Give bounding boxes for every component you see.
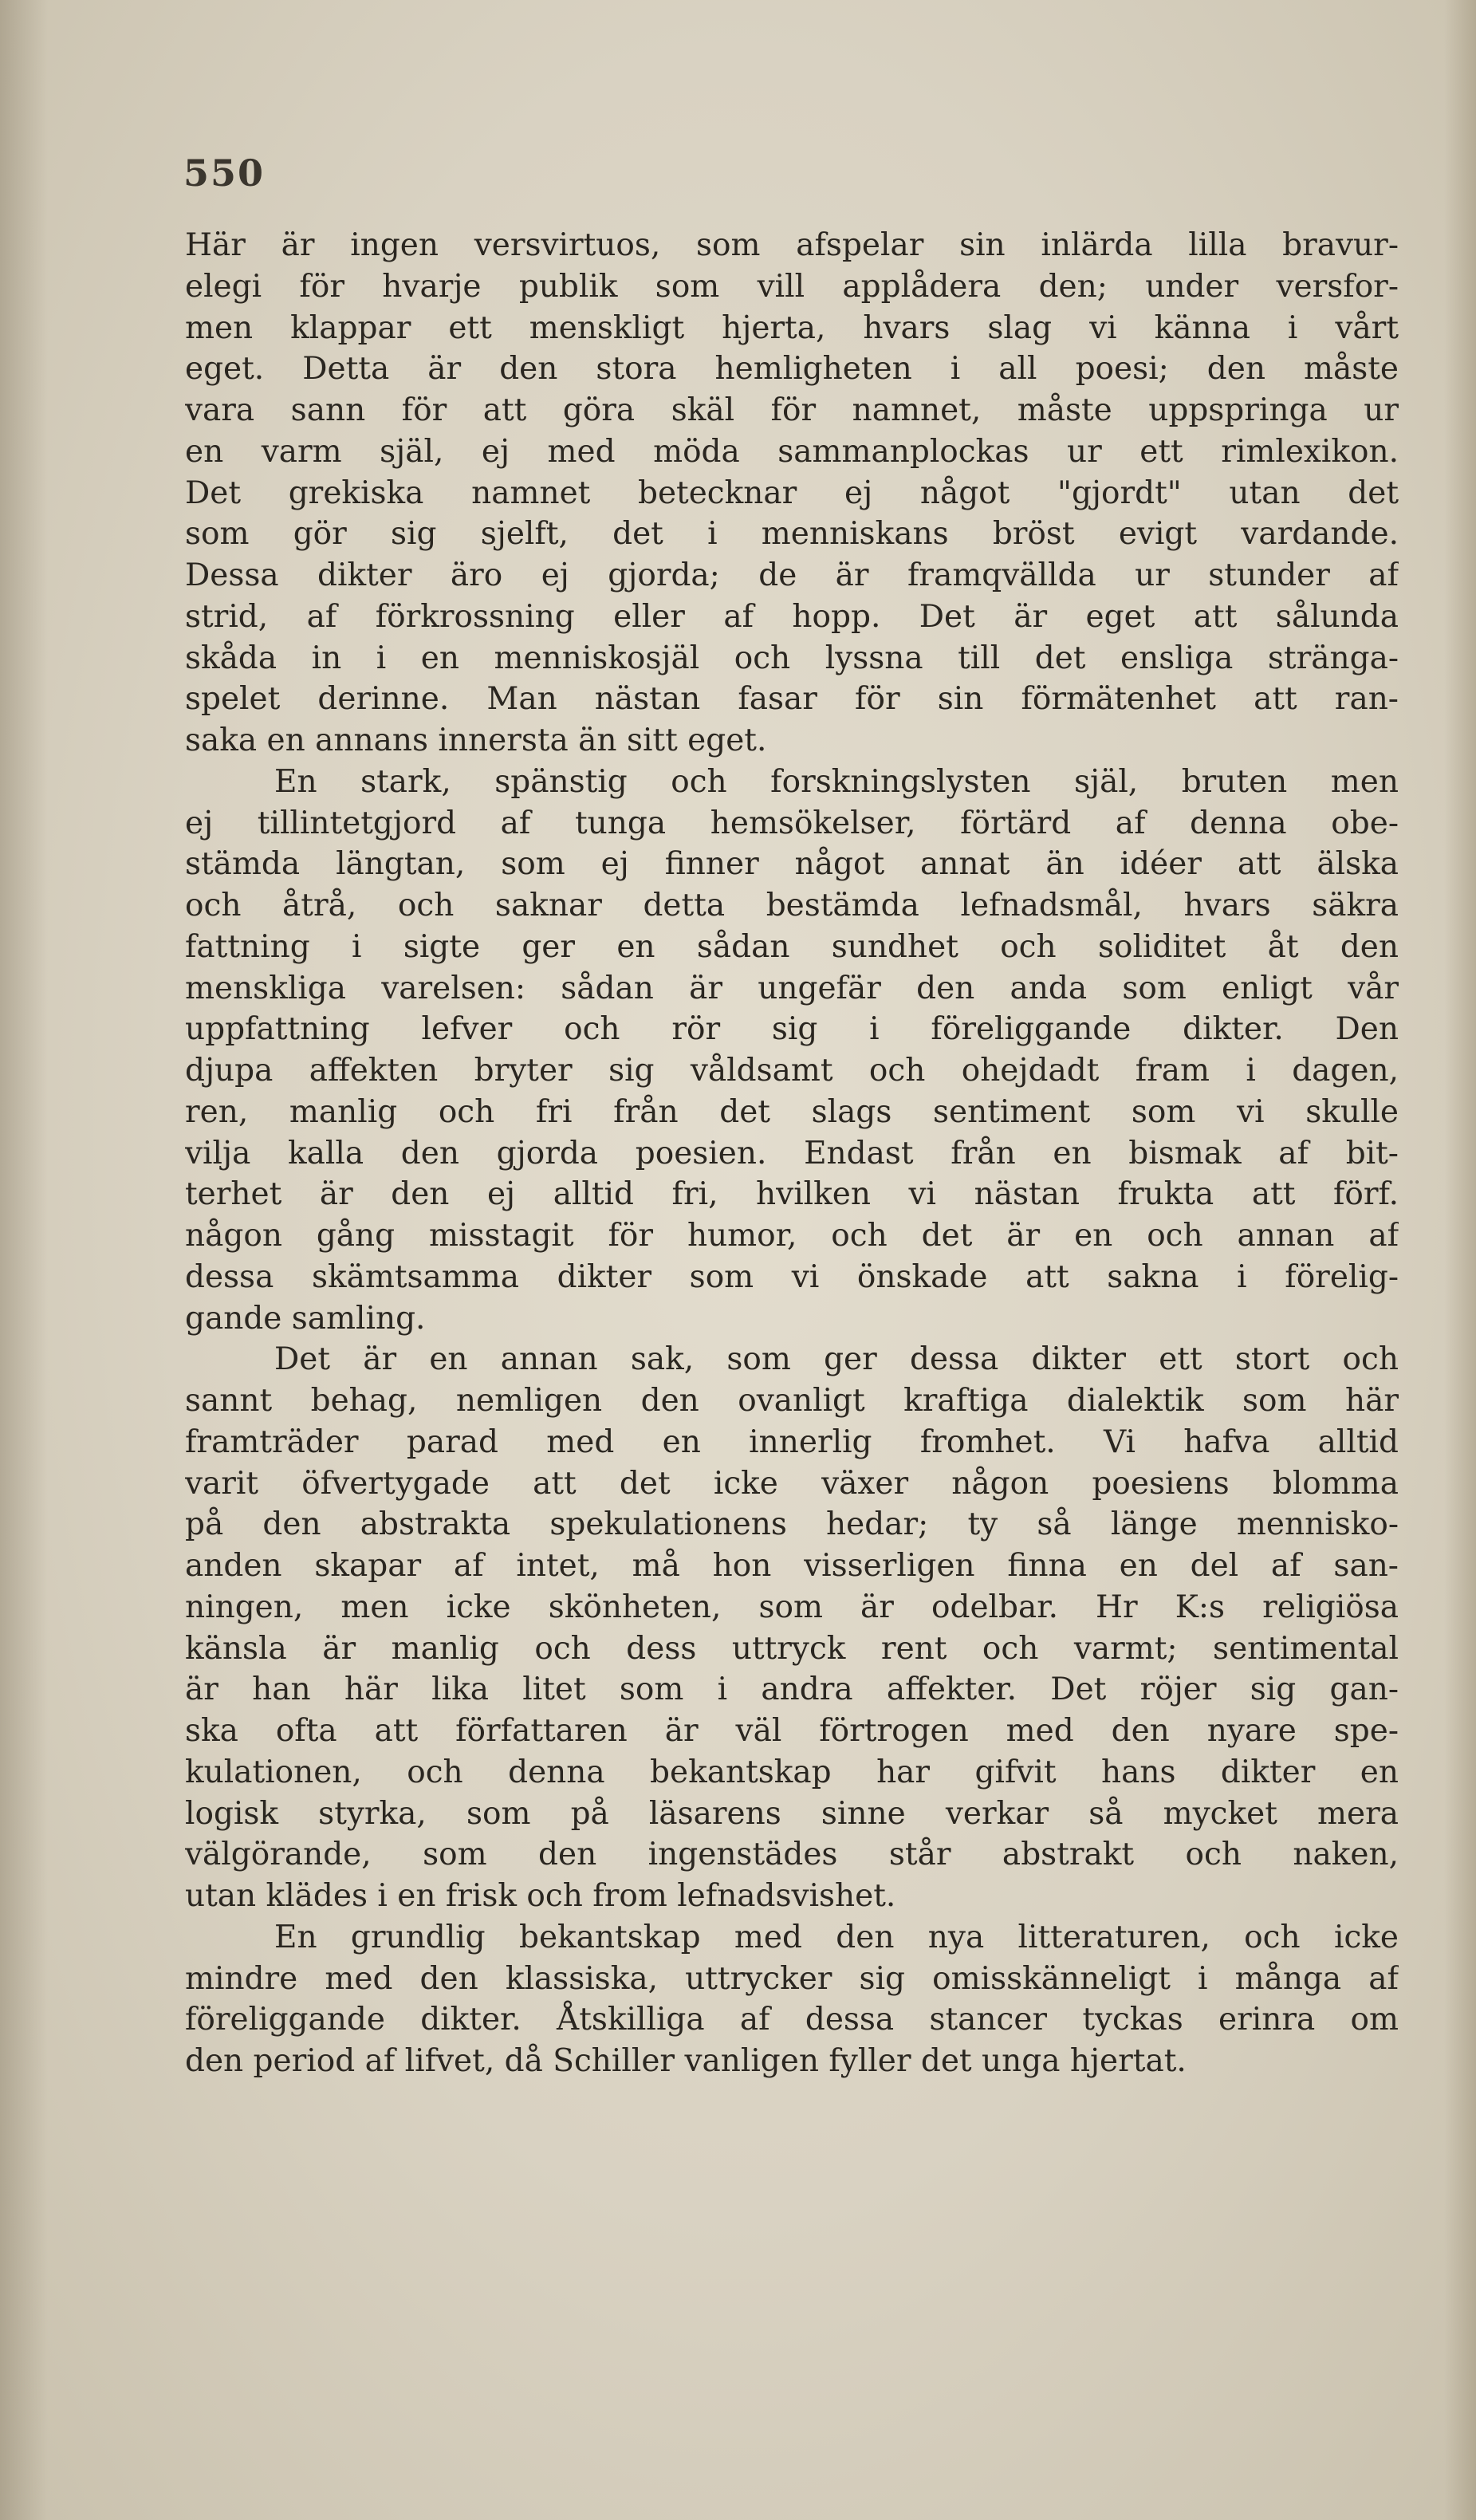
text-line: ska ofta att författaren är väl förtrogen med den nyare spe-: [185, 1713, 1399, 1749]
paragraph: [185, 225, 1399, 762]
text-line: gande samling.: [185, 1300, 426, 1337]
text-line: som gör sig sjelft, det i menniskans bröst evigt vardande.: [185, 516, 1399, 553]
text-line: Det grekiska namnet betecknar ej något "gjordt" utan det: [185, 474, 1399, 511]
page-number: 550: [183, 152, 266, 195]
text-line: känsla är manlig och dess uttryck rent och varmt; sentimental: [185, 1630, 1399, 1667]
text-line: varit öfvertygade att det icke växer någon poesiens blomma: [185, 1465, 1399, 1502]
body-text: [185, 225, 1399, 2082]
text-line: terhet är den ej alltid fri, hvilken vi nästan frukta att förf.: [185, 1176, 1399, 1213]
text-line: logisk styrka, som på läsarens sinne verkar så mycket mera: [185, 1795, 1399, 1832]
text-line: och åtrå, och saknar detta bestämda lefnadsmål, hvars säkra: [185, 888, 1399, 923]
text-line: ningen, men icke skönheten, som är odelbar. Hr K:s religiösa: [185, 1589, 1399, 1625]
text-line: vilja kalla den gjorda poesien. Endast från en bismak af bit-: [185, 1135, 1399, 1171]
text-line: sannt behag, nemligen den ovanligt kraftiga dialektik som här: [185, 1383, 1399, 1419]
text-line: Det är en annan sak, som ger dessa dikter ett stort och: [274, 1341, 1399, 1378]
text-line: dessa skämtsamma dikter som vi önskade att sakna i förelig-: [185, 1258, 1399, 1295]
text-line: en varm själ, ej med möda sammanplockas ur ett rimlexikon.: [185, 433, 1399, 470]
text-line: Dessa dikter äro ej gjorda; de är framqvällda ur stunder af: [185, 557, 1399, 593]
text-line: stämda längtan, som ej finner något annat än idéer att älska: [185, 846, 1399, 883]
paragraph: [185, 1917, 1399, 2082]
text-line: elegi för hvarje publik som vill applådera den; under versfor-: [185, 268, 1399, 305]
text-line: den period af lifvet, då Schiller vanligen fyller det unga hjertat.: [185, 2043, 1187, 2079]
text-line: någon gång misstagit för humor, och det är en och annan af: [185, 1218, 1399, 1254]
text-line: spelet derinne. Man nästan fasar för sin förmätenhet att ran-: [185, 681, 1399, 718]
text-line: skåda in i en menniskosjäl och lyssna till det ensliga stränga-: [185, 640, 1399, 676]
text-line: djupa affekten bryter sig våldsamt och ohejdadt fram i dagen,: [185, 1053, 1399, 1089]
paragraph: [185, 762, 1399, 1340]
text-line: kulationen, och denna bekantskap har gifvit hans dikter en: [185, 1754, 1399, 1790]
text-line: är han här lika litet som i andra affekter. Det röjer sig gan-: [185, 1671, 1399, 1708]
text-line: En grundlig bekantskap med den nya litteraturen, och icke: [274, 1919, 1399, 1955]
text-line: menskliga varelsen: sådan är ungefär den anda som enligt vår: [185, 970, 1399, 1006]
text-line: ren, manlig och fri från det slags sentiment som vi skulle: [185, 1093, 1399, 1130]
text-line: föreliggande dikter. Åtskilliga af dessa stancer tyckas erinra om: [185, 2002, 1399, 2038]
text-line: utan klädes i en frisk och from lefnadsvishet.: [185, 1878, 896, 1914]
text-line: vara sann för att göra skäl för namnet, måste uppspringa ur: [185, 392, 1399, 428]
text-line: strid, af förkrossning eller af hopp. Det är eget att sålunda: [185, 598, 1399, 635]
text-line: mindre med den klassiska, uttrycker sig omisskänneligt i många af: [185, 1960, 1399, 1997]
paragraph: [185, 1339, 1399, 1917]
text-line: välgörande, som den ingenstädes står abstrakt och naken,: [185, 1837, 1399, 1873]
text-line: på den abstrakta spekulationens hedar; ty så länge mennisko-: [185, 1506, 1399, 1543]
text-line: Här är ingen versvirtuos, som afspelar sin inlärda lilla bravur-: [185, 227, 1399, 263]
text-line: men klappar ett menskligt hjerta, hvars slag vi känna i vårt: [185, 309, 1399, 346]
text-line: framträder parad med en innerlig fromhet. Vi hafva alltid: [185, 1423, 1399, 1460]
text-line: En stark, spänstig och forskningslysten själ, bruten men: [274, 763, 1399, 800]
text-line: ej tillintetgjord af tunga hemsökelser, förtärd af denna obe-: [185, 805, 1399, 841]
text-line: fattning i sigte ger en sådan sundhet och soliditet åt den: [185, 928, 1399, 965]
text-line: eget. Detta är den stora hemligheten i all poesi; den måste: [185, 351, 1399, 388]
text-line: uppfattning lefver och rör sig i föreliggande dikter. Den: [185, 1011, 1399, 1048]
text-line: anden skapar af intet, må hon visserligen finna en del af san-: [185, 1548, 1399, 1584]
text-line: saka en annans innersta än sitt eget.: [185, 723, 767, 758]
